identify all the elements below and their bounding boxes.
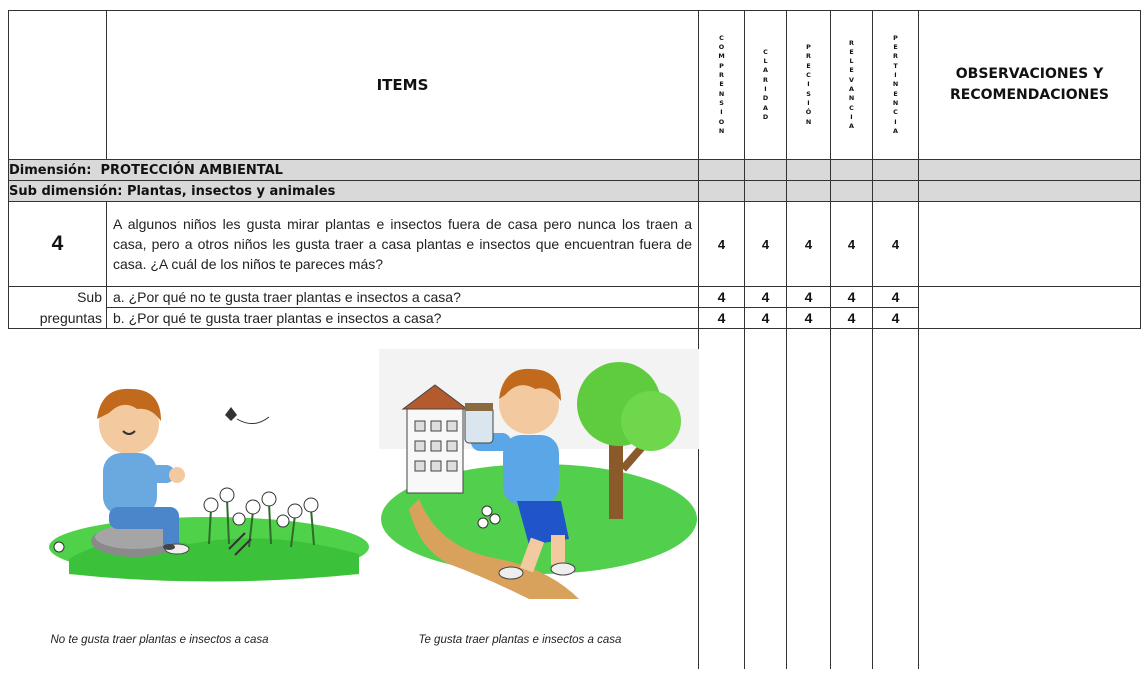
header-row	[9, 11, 1141, 160]
criterion-letter: P	[893, 33, 898, 42]
item-text: A algunos niños les gusta mirar plantas e insectos fuera de casa pero nunca los traen a casa, pero a otros niños les gusta traer a casa plantas e insectos que encuentran fuera de casa. ¿A cuál de los niños te pareces más?	[107, 202, 699, 287]
score-cell: 4	[873, 287, 919, 308]
score-cell: 4	[831, 202, 873, 287]
boy-looking-at-plants-illustration	[39, 369, 379, 589]
criterion-letter: C	[719, 33, 724, 42]
illustration-cell	[9, 329, 699, 670]
score-cell: 4	[787, 308, 831, 329]
score-cell: 4	[745, 202, 787, 287]
score-cell: 4	[873, 202, 919, 287]
vertical-label	[699, 11, 744, 159]
dimension-cell	[9, 160, 699, 181]
criterion-letter: N	[848, 94, 855, 103]
criterion-letter: P	[719, 61, 724, 70]
left-illustration-caption: No te gusta traer plantas e insectos a casa	[50, 634, 269, 646]
criterion-relevancia-header	[831, 11, 873, 160]
criterion-letter: S	[806, 89, 811, 98]
dimension-label: Dimensión:	[9, 162, 92, 178]
criterion-letter: D	[762, 112, 769, 121]
subdimension-label: Sub dimensión:	[9, 183, 123, 199]
criterion-letter: V	[849, 75, 854, 84]
criterion-letter: I	[894, 71, 897, 80]
criterion-letter: I	[720, 108, 723, 117]
subdimension-cell	[9, 181, 699, 202]
criterion-letter: N	[805, 117, 812, 126]
criterion-letter: I	[807, 80, 810, 89]
score-cell: 4	[873, 308, 919, 329]
criterion-letter: L	[763, 57, 768, 66]
criterion-letter: N	[718, 89, 725, 98]
observations-header-line1: OBSERVACIONES Y	[955, 66, 1104, 82]
criterion-letter: E	[849, 47, 854, 56]
vertical-label	[787, 11, 830, 159]
criterion-letter: N	[892, 80, 899, 89]
observations-header	[919, 11, 1141, 160]
vertical-label	[873, 11, 918, 159]
criterion-letter: R	[893, 52, 898, 61]
criterion-letter: R	[806, 52, 811, 61]
item-number: 4	[9, 202, 107, 287]
criterion-letter: I	[850, 112, 853, 121]
dimension-row	[9, 160, 1141, 181]
score-cell: 4	[787, 287, 831, 308]
score-cell: 4	[699, 202, 745, 287]
criterion-letter: A	[893, 126, 898, 135]
criterion-precision-header	[787, 11, 831, 160]
criterion-letter: P	[806, 43, 811, 52]
criterion-letter: N	[718, 126, 725, 135]
observations-cell	[919, 287, 1141, 329]
score-cell: 4	[745, 287, 787, 308]
score-cell: 4	[699, 287, 745, 308]
criterion-letter: N	[892, 98, 899, 107]
score-cell: 4	[787, 202, 831, 287]
criterion-letter: C	[806, 71, 811, 80]
criterion-letter: E	[806, 61, 811, 70]
subdimension-row	[9, 181, 1141, 202]
criterion-letter: A	[763, 103, 768, 112]
criterion-letter: O	[718, 117, 725, 126]
criterion-letter: I	[807, 98, 810, 107]
criterion-letter: O	[718, 43, 725, 52]
criterion-letter: M	[718, 52, 725, 61]
criterion-letter: C	[849, 103, 854, 112]
observations-cell	[919, 202, 1141, 287]
criterion-letter: E	[893, 43, 898, 52]
items-header: ITEMS	[107, 11, 699, 160]
criterion-letter: C	[893, 108, 898, 117]
vertical-label	[745, 11, 786, 159]
criterion-letter: R	[719, 71, 724, 80]
observations-header-line2: RECOMENDACIONES	[950, 87, 1109, 103]
score-cell: 4	[745, 308, 787, 329]
evaluation-table	[8, 10, 1141, 669]
criterion-letter: C	[763, 47, 768, 56]
criterion-letter: A	[849, 122, 854, 131]
criterion-letter: E	[893, 89, 898, 98]
right-illustration-caption: Te gusta traer plantas e insectos a casa	[418, 634, 622, 646]
criterion-comprension-header	[699, 11, 745, 160]
criterion-letter: R	[849, 38, 854, 47]
dimension-value: PROTECCIÓN AMBIENTAL	[100, 162, 283, 178]
score-cell: 4	[831, 308, 873, 329]
subquestion-row	[9, 287, 1141, 308]
header-blank-cell	[9, 11, 107, 160]
subquestion-text: b. ¿Por qué te gusta traer plantas e insectos a casa?	[107, 308, 699, 329]
score-cell: 4	[831, 287, 873, 308]
subdimension-value: Plantas, insectos y animales	[126, 183, 336, 199]
criterion-letter: I	[764, 85, 767, 93]
criterion-letter: S	[719, 98, 724, 107]
criterion-letter: A	[763, 66, 768, 75]
criterion-letter: L	[849, 57, 854, 66]
boy-carrying-jar-illustration	[379, 349, 699, 599]
criterion-letter: A	[849, 85, 854, 93]
subquestions-label-bottom: preguntas	[9, 308, 107, 329]
criterion-letter: D	[762, 94, 769, 103]
criterion-letter: R	[763, 75, 768, 84]
criterion-letter: I	[894, 117, 897, 126]
criterion-letter: E	[849, 66, 854, 75]
item-row	[9, 202, 1141, 287]
vertical-label	[831, 11, 872, 159]
score-cell: 4	[699, 308, 745, 329]
criterion-letter: E	[719, 80, 724, 89]
subquestion-text: a. ¿Por qué no te gusta traer plantas e insectos a casa?	[107, 287, 699, 308]
criterion-claridad-header	[745, 11, 787, 160]
criterion-letter: Ó	[805, 108, 812, 117]
subquestions-label-top: Sub	[9, 287, 107, 308]
criterion-letter: T	[893, 61, 898, 70]
criterion-pertinencia-header	[873, 11, 919, 160]
illustration-row	[9, 329, 1141, 670]
